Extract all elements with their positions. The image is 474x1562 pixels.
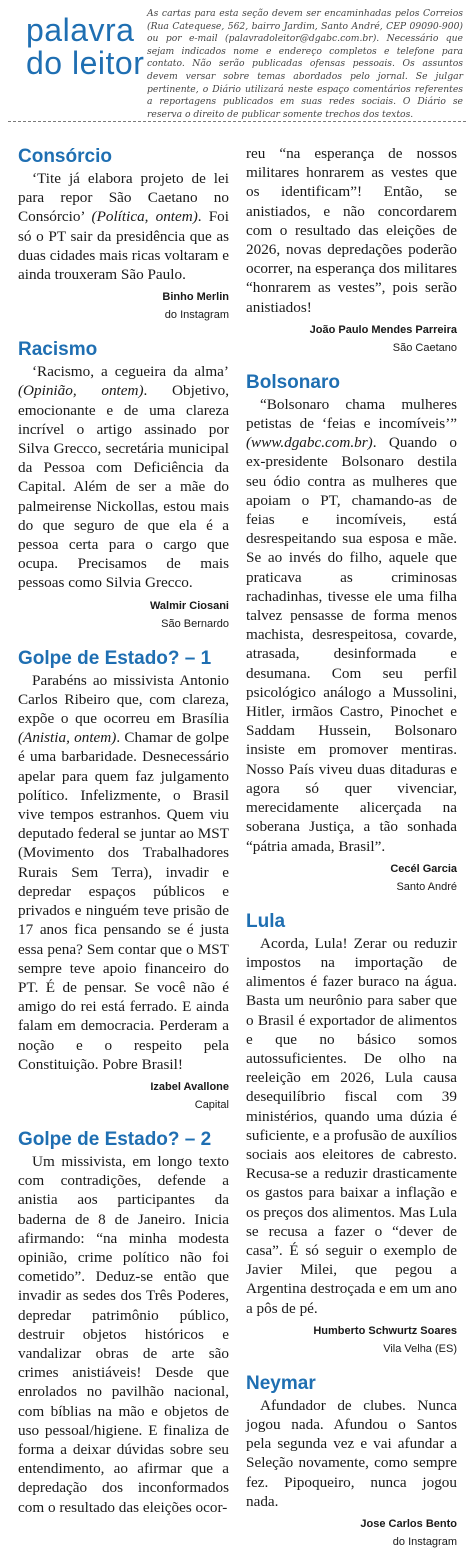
letter-author: Cecél Garcia [390, 862, 457, 875]
letter-consorcio [18, 146, 229, 323]
submission-guidelines: As cartas para esta seção devem ser encaminhadas pelos Correios (Rua Catequese, 562, bairro Jardim, Santo André, CEP 09090-900) ou por e-mail (palavradoleitor@dgabc.com.br). Necessário que sejam indicados nome e endereço completos e telefone para contato. Não serão publicadas ofensas pessoais. Os assuntos devem versar sobre temas abordados pelo jornal. Se julgar pertinente, o Diário utilizará neste espaço comentários referentes a reportagens publicados em suas redes sociais. O Diário se reserva o direito de publicar somente trechos dos textos. [147, 8, 463, 120]
letter-place: Capital [194, 1098, 229, 1111]
section-title: palavra do leitor [26, 12, 145, 81]
letter-body: reu “na esperança de nossos militares honrarem as vestes que os identificam”! Então, se anistiados, e não concordarem com o resultado das eleições de 2026, novas depredações poderão ocorrer, na esperança dos militares “honrarem as vestes”, pois serão anistiados! [246, 145, 457, 316]
letter-golpe-1 [18, 648, 229, 1113]
section-header [0, 0, 474, 118]
letter-golpe-2-continuation [246, 144, 457, 356]
letter-body: Afundador de clubes. Nunca jogou nada. Afundou o Santos pela segunda vez e vai afundar a Seleção novamente, como sempre fez. Pipoqueiro, nunca jogou nada. [246, 1396, 457, 1510]
letter-place: Vila Velha (ES) [383, 1342, 457, 1355]
letter-author: João Paulo Mendes Parreira [309, 323, 457, 336]
letter-body: “Bolsonaro chama mulheres petistas de ‘feias e incomíveis’” (www.dgabc.com.br). Quando o ex-presidente Bolsonaro destila seu ódio contra as mulheres que apoiam o PT, chamando-as de feias e incomíveis, está desrespeitando sua esposa e mãe. Se ao invés do filho, aquele que praticava as criminosas rachadinhas, tivesse ele uma filha talvez pensasse de forma menos machista, desrespeitosa, covarde, atrasada, desinformada e desumana. Com seu perfil psicológico análogo a Mussolini, Hitler, irmãos Castro, Pinochet e Saddam Hussein, Bolsonaro insiste em promover mentiras. Nosso País viveu duas ditaduras e agora só quer vivenciar, merecidamente alicerçada na soberana Justiça, a tão sonhada “pátria amada, Brasil”. [246, 395, 457, 855]
header-divider [8, 121, 466, 122]
letter-body: ‘Tite já elabora projeto de lei para repor São Caetano no Consórcio’ (Política, ontem). Foi só o PT sair da presidência que as duas cidades mais ricas voltaram e ainda trouxeram São Paulo. [18, 170, 229, 284]
letter-racismo [18, 339, 229, 631]
letter-place: São Caetano [392, 341, 457, 354]
left-column [18, 130, 229, 1529]
letter-author: Binho Merlin [162, 291, 229, 304]
letter-title: Lula [246, 910, 286, 932]
letter-body: ‘Racismo, a cegueira da alma’ (Opinião, ontem). Objetivo, emocionante e de uma clareza incrível o artigo assinado por Silva Grecco, secretária municipal da Pessoa com Deficiência da Capital. Além de ser a mãe do palmeirense Nickollas, estou mais do que seguro de que ela é a pessoa certa para o cargo que ocupa. Precisamos de mais pessoas como Silvia Grecco. [18, 363, 229, 592]
letter-author: Izabel Avallone [150, 1080, 229, 1093]
letter-title: Consórcio [18, 146, 112, 167]
letter-bolsonaro [246, 372, 457, 895]
letter-author: Jose Carlos Bento [360, 1517, 457, 1530]
letter-lula [246, 911, 457, 1357]
letter-place: do Instagram [392, 1535, 457, 1548]
letter-place: do Instagram [164, 309, 229, 322]
letter-body: Um missivista, em longo texto com contradições, defende a anistia aos participantes da baderna de 8 de Janeiro. Inicia afirmando: “na minha modesta opinião, crime político não foi cometido”. Deduz-se então que invadir as sedes dos Três Poderes, depredar patrimônio público, destruir objetos históricos e vandalizar obras de arte são crimes anistiáveis! Desde que enrolados no pavilhão nacional, com bíblias na mão e objetos de uso pessoal/higiene. E finaliza de forma a deixar dúvidas sobre seu entendimento, ao afirmar que a depredação dos inconformados com o resultado das eleições ocor- [18, 1152, 229, 1516]
letter-title: Bolsonaro [246, 371, 340, 393]
letter-place: São Bernardo [161, 617, 229, 630]
letter-place: Santo André [396, 880, 457, 893]
letter-title: Golpe de Estado? – 1 [18, 647, 212, 669]
letter-title: Racismo [18, 339, 98, 361]
letter-neymar [246, 1373, 457, 1550]
letter-body: Acorda, Lula! Zerar ou reduzir impostos na importação de alimentos é fazer buraco na água. Basta um neurônio para saber que o Brasil é exportador de alimentos e que no básico somos autossuficientes. De olho na reeleição em 2026, Lula causa desequilíbrio fiscal com 39 ministérios, quando uma dúzia é suficiente, e a profusão de auxílios sociais aos eleitores de cabresto. Recusa-se a reduzir drasticamente os gastos para baixar a inflação e os preços dos alimentos. Mas Lula se recusa a fazer o “dever de casa”. É só seguir o exemplo de Javier Milei, que pegou a Argentina destroçada e em um ano a pôs de pé. [246, 934, 458, 1317]
letter-body: Parabéns ao missivista Antonio Carlos Ribeiro que, com clareza, expõe o que ocorreu em Brasília (Anistia, ontem). Chamar de golpe é uma barbaridade. Desnecessário apelar para quem faz julgamento político. Infelizmente, o Brasil vive tempos estranhos. Quem viu deputado federal se juntar ao MST (Movimento dos Trabalhadores Rurais Sem Terra), invadir e depredar espaços públicos e privados e ninguém teve prisão de 17 anos fica pensando se é justa essa pena? Sem contar que o MST sempre teve apoio financeiro do PT. É de pensar. Se você não é amigo do rei está ferrado. E ainda falam em democracia. Perderam a noção e o respeito pela Constituição. Pobre Brasil! [18, 671, 230, 1073]
letter-author: Humberto Schwurtz Soares [313, 1324, 457, 1337]
letter-golpe-2 [18, 1129, 229, 1517]
letter-title: Golpe de Estado? – 2 [18, 1128, 212, 1150]
letter-title: Neymar [246, 1372, 316, 1394]
right-column [246, 130, 457, 1562]
letter-author: Walmir Ciosani [149, 599, 229, 612]
